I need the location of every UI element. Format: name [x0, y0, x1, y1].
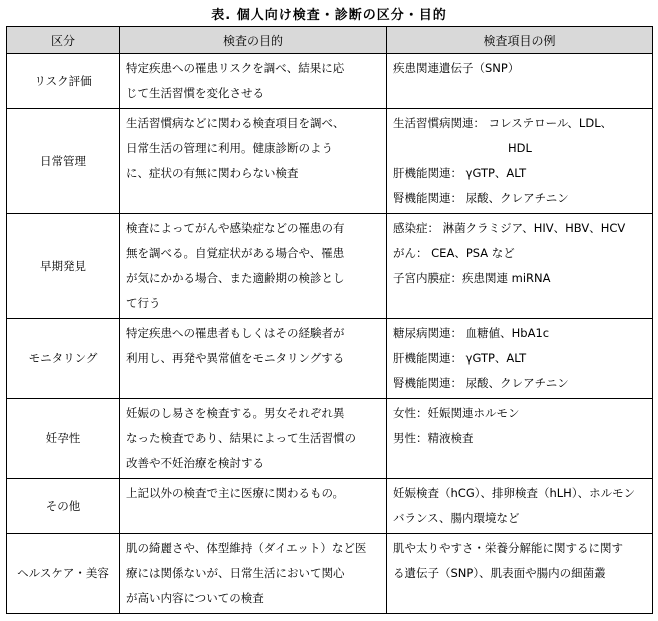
example-line: バランス、腸内環境など: [393, 511, 520, 525]
example-line: 肌や太りやすさ・栄養分解能に関するに関す: [393, 541, 623, 555]
category-cell: その他: [7, 479, 120, 534]
header-purpose: 検査の目的: [120, 27, 387, 54]
purpose-line: 生活習慣病などに関わる検査項目を調べ、: [126, 116, 345, 130]
table-row: [7, 319, 653, 399]
examples-cell: [387, 319, 653, 399]
examples-cell: [387, 479, 653, 534]
example-line: HDL: [508, 141, 532, 155]
example-line: がん： CEA、PSA など: [393, 246, 515, 260]
purpose-line: 特定疾患への罹患リスクを調べ、結果に応: [126, 61, 345, 75]
purpose-line: 日常生活の管理に利用。健康診断のよう: [126, 141, 333, 155]
example-line: 肝機能関連： γGTP、ALT: [393, 166, 527, 180]
purpose-line: 利用し、再発や異常値をモニタリングする: [126, 351, 345, 365]
purpose-line: 検査によってがんや感染症などの罹患の有: [126, 221, 345, 235]
purpose-line: 無を調べる。自覚症状がある場合や、罹患: [126, 246, 345, 260]
table-row: [7, 214, 653, 319]
purpose-cell: [120, 399, 387, 479]
purpose-cell: [120, 319, 387, 399]
category-cell: 早期発見: [7, 214, 120, 319]
purpose-cell: [120, 109, 387, 214]
purpose-line: 肌の綺麗さや、体型維持（ダイエット）など医: [126, 541, 367, 555]
table-title: 表. 個人向け検査・診断の区分・目的: [211, 8, 447, 23]
examples-cell: [387, 214, 653, 319]
table-row: [7, 109, 653, 214]
category-cell: 妊孕性: [7, 399, 120, 479]
example-line: 腎機能関連： 尿酸、クレアチニン: [393, 191, 569, 205]
examples-cell: [387, 534, 653, 614]
example-line: 生活習慣病関連： コレステロール、LDL、: [393, 116, 613, 130]
example-line: 女性：妊娠関連ホルモン: [393, 406, 520, 420]
category-cell: ヘルスケア・美容: [7, 534, 120, 614]
purpose-line: が高い内容についての検査: [126, 591, 264, 605]
exam-table: [6, 26, 653, 614]
purpose-cell: [120, 534, 387, 614]
purpose-cell: [120, 54, 387, 109]
purpose-line: に、症状の有無に関わらない検査: [126, 166, 299, 180]
category-cell: モニタリング: [7, 319, 120, 399]
example-line: 子宮内膜症：疾患関連 miRNA: [393, 271, 551, 285]
purpose-line: 上記以外の検査で主に医療に関わるもの。: [126, 486, 345, 500]
header-row: [7, 27, 653, 54]
table-row: [7, 534, 653, 614]
purpose-line: が気にかかる場合、また適齢期の検診とし: [126, 271, 345, 285]
category-cell: 日常管理: [7, 109, 120, 214]
example-line: 妊娠検査（hCG）、排卵検査（hLH）、ホルモン: [393, 486, 636, 500]
example-line: 肝機能関連： γGTP、ALT: [393, 351, 527, 365]
example-line: 疾患関連遺伝子（SNP）: [393, 61, 520, 75]
table-row: [7, 399, 653, 479]
example-line: 糖尿病関連： 血糖値、HbA1c: [393, 326, 550, 340]
purpose-line: 特定疾患への罹患者もしくはその経験者が: [126, 326, 345, 340]
purpose-line: じて生活習慣を変化させる: [126, 86, 264, 100]
purpose-line: て行う: [126, 296, 161, 310]
examples-cell: [387, 54, 653, 109]
table-row: [7, 479, 653, 534]
example-line: 男性：精液検査: [393, 431, 474, 445]
purpose-cell: [120, 214, 387, 319]
purpose-line: 妊娠のし易さを検査する。男女それぞれ異: [126, 406, 345, 420]
purpose-cell: [120, 479, 387, 534]
examples-cell: [387, 109, 653, 214]
purpose-line: なった検査であり、結果によって生活習慣の: [126, 431, 356, 445]
example-line: る遺伝子（SNP）、肌表面や腸内の細菌叢: [393, 566, 606, 580]
example-line: 腎機能関連： 尿酸、クレアチニン: [393, 376, 569, 390]
header-examples: 検査項目の例: [387, 27, 653, 54]
purpose-line: 改善や不妊治療を検討する: [126, 456, 264, 470]
examples-cell: [387, 399, 653, 479]
header-category: 区分: [7, 27, 120, 54]
purpose-line: 療には関係ないが、日常生活において関心: [126, 566, 345, 580]
table-row: [7, 54, 653, 109]
example-line: 感染症： 淋菌クラミジア、HIV、HBV、HCV: [393, 221, 626, 235]
category-cell: リスク評価: [7, 54, 120, 109]
